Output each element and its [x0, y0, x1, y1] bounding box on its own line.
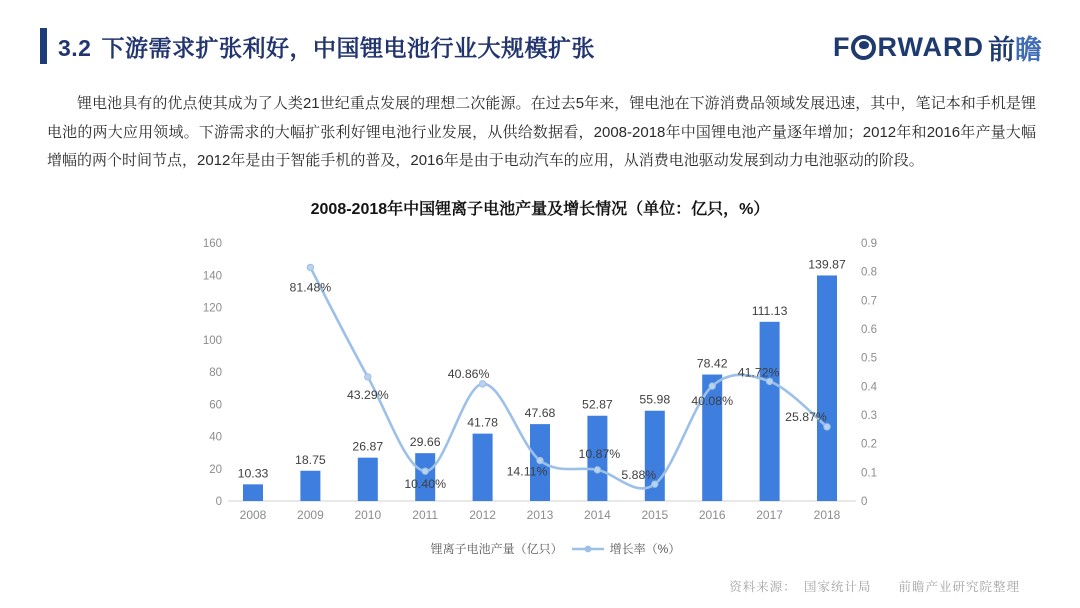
legend-item-growth	[571, 540, 681, 557]
svg-text:2014: 2014	[584, 508, 611, 522]
svg-text:2018: 2018	[813, 508, 841, 522]
svg-text:0.7: 0.7	[861, 295, 877, 308]
logo-cn-zhan: 瞻	[1015, 35, 1042, 65]
svg-text:0.1: 0.1	[861, 467, 877, 480]
svg-text:2015: 2015	[641, 508, 669, 522]
svg-text:81.48%: 81.48%	[289, 280, 332, 295]
svg-text:2013: 2013	[526, 508, 554, 522]
svg-text:40.86%: 40.86%	[447, 366, 490, 381]
svg-text:0.5: 0.5	[861, 352, 877, 365]
page-title-text: 下游需求扩张利好，中国锂电池行业大规模扩张	[101, 35, 595, 61]
svg-text:5.88%: 5.88%	[621, 468, 657, 483]
svg-text:2008: 2008	[239, 508, 267, 522]
legend-label-production: 锂离子电池产量（亿只）	[430, 542, 563, 556]
svg-text:0.2: 0.2	[861, 438, 877, 451]
svg-text:29.66: 29.66	[409, 435, 441, 450]
svg-text:10.33: 10.33	[237, 466, 269, 481]
svg-text:0.4: 0.4	[861, 381, 877, 394]
svg-text:2010: 2010	[354, 508, 382, 522]
svg-text:111.13: 111.13	[751, 303, 788, 318]
svg-text:0.8: 0.8	[861, 266, 877, 279]
svg-text:0.9: 0.9	[861, 238, 877, 250]
svg-text:26.87: 26.87	[352, 439, 384, 454]
svg-text:120: 120	[202, 302, 222, 315]
svg-text:139.87: 139.87	[808, 257, 846, 272]
svg-text:43.29%: 43.29%	[346, 387, 389, 402]
svg-text:18.75: 18.75	[295, 452, 326, 467]
svg-text:55.98: 55.98	[639, 392, 671, 407]
chart-title: 2008-2018年中国锂离子电池产量及增长情况（单位：亿只，%）	[310, 201, 770, 218]
svg-text:25.87%: 25.87%	[785, 409, 827, 424]
line-series-swatch-icon	[571, 544, 605, 554]
chart-legend	[0, 540, 1080, 557]
source-note: 资料来源： 国家统计局 前瞻产业研究院整理	[729, 580, 1020, 594]
section-number: 3.2	[58, 35, 92, 61]
svg-text:60: 60	[209, 399, 222, 412]
svg-text:40: 40	[209, 431, 222, 444]
svg-text:14.11%: 14.11%	[506, 464, 548, 479]
svg-text:52.87: 52.87	[582, 397, 613, 412]
svg-text:41.78: 41.78	[467, 415, 498, 430]
svg-text:47.68: 47.68	[524, 406, 556, 421]
svg-text:160: 160	[202, 238, 222, 250]
svg-text:0.3: 0.3	[861, 410, 877, 422]
svg-text:20: 20	[209, 463, 222, 476]
svg-text:2009: 2009	[297, 508, 324, 522]
body-paragraph: 锂电池具有的优点使其成为了人类21世纪重点发展的理想二次能源。在过去5年来，锂电池在下游消费品领域发展迅速，其中，笔记本和手机是锂电池的两大应用领域。下游需求的大幅扩张利好锂电池行业发展，从供给数据看，2008-2018年中国锂电池产量逐年增加；2012年和2016年产量大幅增幅的两个时间节点，2012年是由于智能手机的普及，2016年是由于电动汽车的应用，从消费电池驱动发展到动力电池驱动的阶段。	[47, 95, 1036, 169]
svg-text:40.08%: 40.08%	[691, 394, 734, 409]
svg-text:80: 80	[209, 367, 222, 379]
svg-text:140: 140	[202, 270, 222, 283]
logo-letter-f: F	[832, 32, 851, 62]
svg-text:100: 100	[202, 334, 222, 347]
svg-text:2016: 2016	[698, 508, 726, 522]
logo-cn-front: 前	[988, 35, 1015, 65]
logo-letters-rward: RWARD	[877, 32, 984, 62]
svg-text:2011: 2011	[412, 508, 439, 522]
svg-text:10.40%: 10.40%	[404, 477, 447, 492]
svg-text:0.6: 0.6	[861, 324, 877, 336]
svg-text:2012: 2012	[469, 508, 496, 522]
legend-label-growth: 增长率（%）	[609, 542, 681, 556]
svg-text:78.42: 78.42	[696, 356, 728, 371]
bar-series-swatch-icon	[400, 544, 426, 553]
svg-text:0: 0	[215, 496, 222, 508]
svg-text:0: 0	[861, 496, 868, 508]
svg-text:10.87%: 10.87%	[578, 446, 621, 461]
svg-text:41.72%: 41.72%	[737, 365, 780, 380]
legend-item-production	[400, 540, 563, 557]
svg-text:2017: 2017	[756, 508, 783, 522]
